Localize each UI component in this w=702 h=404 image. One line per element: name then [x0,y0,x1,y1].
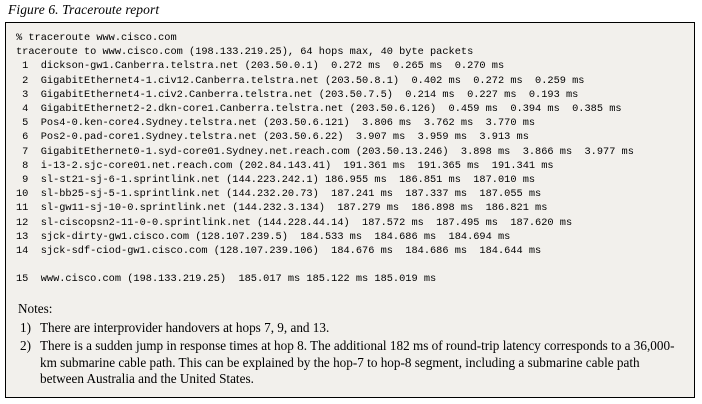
traceroute-line: 14 sjck-sdf-ciod-gw1.cisco.com (128.107.239.106) 184.676 ms 184.686 ms 184.644 ms [16,245,542,258]
traceroute-line: 9 sl-st21-sj-6-1.sprintlink.net (144.223.242.1) 186.955 ms 186.851 ms 187.010 ms [16,174,536,187]
note-text: There is a sudden jump in response times at hop 8. The additional 182 ms of round-trip latency corresponds to a 36,000-km submarine cable path. This can be explained by the hop-7 to hop-8 segment, including a submarine cable path between Australia and the United States. [40,338,675,387]
traceroute-line [16,258,684,272]
traceroute-line: 11 sl-gw11-sj-10-0.sprintlink.net (144.232.3.134) 187.279 ms 186.898 ms 186.821 ms [16,202,548,215]
note-item [16,338,684,388]
traceroute-line: 4 GigabitEthernet2-2.dkn-core1.Canberra.telstra.net (203.50.6.126) 0.459 ms 0.394 ms 0.385 ms [16,103,622,116]
note-text: There are interprovider handovers at hops 7, 9, and 13. [40,319,330,335]
note-item [16,320,684,337]
traceroute-output [16,31,684,287]
traceroute-line: 3 GigabitEthernet4-1.civ2.Canberra.telstra.net (203.50.7.5) 0.214 ms 0.227 ms 0.193 ms [16,88,579,101]
traceroute-line: 13 sjck-dirty-gw1.cisco.com (128.107.239.5) 184.533 ms 184.686 ms 184.694 ms [16,230,511,243]
notes-title: Notes: [18,300,53,316]
traceroute-line: 8 i-13-2.sjc-core01.net.reach.com (202.84.143.41) 191.361 ms 191.365 ms 191.341 ms [16,159,554,172]
notes-section [16,301,684,388]
traceroute-line: 1 dickson-gw1.Canberra.telstra.net (203.50.0.1) 0.272 ms 0.265 ms 0.270 ms [16,60,505,73]
traceroute-line: traceroute to www.cisco.com (198.133.219.25), 64 hops max, 40 byte packets [16,46,474,59]
figure-caption: Figure 6. Traceroute report [8,2,160,17]
figure-box [5,22,695,398]
traceroute-line: 15 www.cisco.com (198.133.219.25) 185.017 ms 185.122 ms 185.019 ms [16,273,437,286]
traceroute-line: 6 Pos2-0.pad-core1.Sydney.telstra.net (203.50.6.22) 3.907 ms 3.959 ms 3.913 ms [16,131,529,144]
note-number: 2) [20,338,31,354]
traceroute-line: 7 GigabitEthernet0-1.syd-core01.Sydney.net.reach.com (203.50.13.246) 3.898 ms 3.866 ms 3.977 ms [16,145,634,158]
traceroute-line: 12 sl-ciscopsn2-11-0-0.sprintlink.net (144.228.44.14) 187.572 ms 187.495 ms 187.620 ms [16,216,573,229]
traceroute-line: 10 sl-bb25-sj-5-1.sprintlink.net (144.232.20.73) 187.241 ms 187.337 ms 187.055 ms [16,188,542,201]
traceroute-line: 5 Pos4-0.ken-core4.Sydney.telstra.net (203.50.6.121) 3.806 ms 3.762 ms 3.770 ms [16,117,536,130]
note-number: 1) [20,319,31,335]
traceroute-line: 2 GigabitEthernet4-1.civ12.Canberra.telstra.net (203.50.8.1) 0.402 ms 0.272 ms 0.259 ms [16,74,585,87]
traceroute-line: % traceroute www.cisco.com [16,32,177,44]
